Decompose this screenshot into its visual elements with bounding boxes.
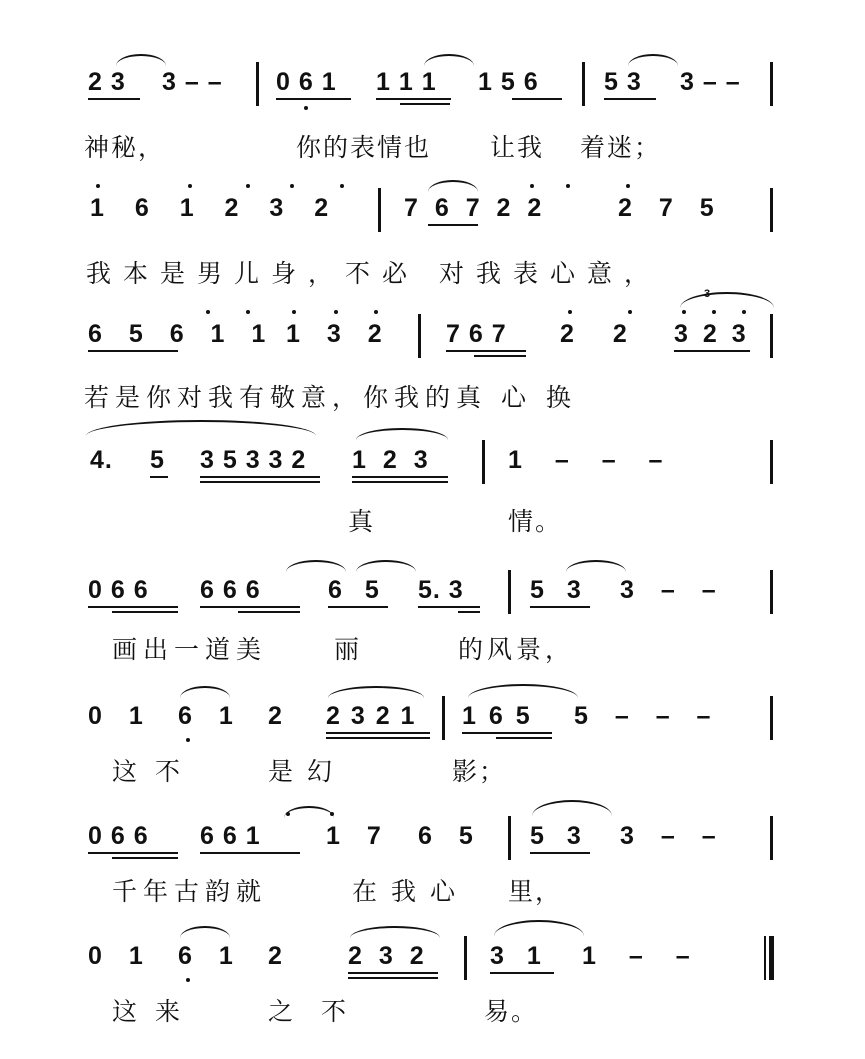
slur (180, 926, 230, 938)
barline (378, 188, 381, 232)
note-group: 4. (90, 446, 113, 474)
slur (628, 54, 678, 66)
beam (376, 98, 451, 100)
note-group: 7 6 7 (446, 320, 507, 348)
beam (326, 732, 430, 734)
note-group: 7 6 7 2 2 (404, 194, 543, 222)
lyric-text: 这来 (112, 997, 199, 1026)
note-group: 6 5 (418, 822, 474, 850)
beam (352, 481, 448, 483)
note-group: 5 3 (530, 576, 582, 604)
barline (464, 936, 467, 980)
octave-dot (290, 184, 294, 188)
note-group: 2 (268, 702, 283, 730)
slur (286, 560, 346, 572)
beam (490, 972, 554, 974)
beam (446, 350, 526, 352)
notation-line-1 (0, 60, 865, 120)
note-group: 1 1 1 (376, 68, 437, 96)
lyrics-line-5 (0, 624, 865, 684)
slur (356, 560, 416, 572)
note-group: 2 7 5 (618, 194, 715, 222)
lyric-text: 你的表情也 (296, 133, 432, 162)
lyrics-line-1 (0, 122, 865, 182)
lyric-text: 若是你对我有敬意，你我的真 心 换 (84, 383, 577, 412)
octave-dot (246, 184, 250, 188)
octave-dot (374, 310, 378, 314)
lyric-text: 着迷； (580, 133, 662, 162)
note-group: 5 – – – (574, 702, 712, 730)
octave-dot (682, 310, 686, 314)
beam (428, 224, 478, 226)
barline (770, 696, 773, 740)
octave-dot (566, 184, 570, 188)
beam (200, 606, 300, 608)
note-group: 2 2 (560, 320, 628, 348)
notation-line-4 (0, 438, 865, 498)
lyric-text: 让我 (490, 133, 545, 162)
barline (442, 696, 445, 740)
octave-dot (246, 310, 250, 314)
barline (770, 570, 773, 614)
beam (88, 852, 178, 854)
lyrics-line-6 (0, 746, 865, 806)
note-group: 6 5 (328, 576, 380, 604)
note-group: 1 6 1 2 3 2 (90, 194, 330, 222)
octave-dot (96, 184, 100, 188)
notation-line-8 (0, 934, 865, 994)
octave-dot (530, 184, 534, 188)
lyric-text: 千年古韵就 (112, 877, 268, 906)
slur (468, 684, 578, 698)
barline (508, 816, 511, 860)
slur (328, 686, 424, 698)
beam (674, 350, 750, 352)
lyric-text: 丽 (334, 635, 362, 664)
lyric-text: 我本是男儿身，不必 对我表心意， (86, 259, 661, 288)
beam (512, 98, 562, 100)
beam (462, 732, 552, 734)
octave-dot (186, 978, 190, 982)
note-group: 1 – – – (508, 446, 664, 474)
lyric-text: 之不 (268, 997, 375, 1026)
beam (458, 611, 480, 613)
octave-dot (568, 310, 572, 314)
note-group: 3 – – (620, 576, 717, 604)
note-group: 6 1 (178, 942, 234, 970)
lyric-text: 里， (508, 877, 563, 906)
note-group: 2 3 2 1 (326, 702, 416, 730)
barline (508, 570, 511, 614)
notation-line-5 (0, 568, 865, 628)
note-group: 3 – – (162, 68, 223, 96)
note-group: 6 6 1 (200, 822, 261, 850)
note-group: 3 – – (620, 822, 717, 850)
barline (770, 188, 773, 232)
octave-dot (628, 310, 632, 314)
note-group: 0 1 (88, 702, 144, 730)
lyric-text: 画出一道美 (112, 635, 268, 664)
lyric-text: 在我心 (352, 877, 470, 906)
note-group: 6 6 6 (200, 576, 261, 604)
beam (88, 350, 178, 352)
slur (116, 54, 166, 66)
octave-dot (304, 106, 308, 110)
note-group: 0 1 (88, 942, 144, 970)
octave-dot (286, 812, 290, 816)
beam (474, 355, 526, 357)
beam (200, 476, 320, 478)
notation-line-3 (0, 288, 865, 372)
beam (400, 103, 450, 105)
beam (328, 606, 388, 608)
lyric-text: 是幻 (268, 757, 347, 786)
beam (418, 606, 480, 608)
lyric-text: 情。 (508, 507, 563, 536)
note-group: 3 5 3 3 2 (200, 446, 307, 474)
note-group: 1 3 2 (286, 320, 383, 348)
octave-dot (188, 184, 192, 188)
lyric-text: 影； (452, 757, 507, 786)
note-group: 0 6 1 (276, 68, 337, 96)
note-group: 3 1 (490, 942, 542, 970)
beam (112, 611, 178, 613)
beam (604, 98, 656, 100)
note-group: 1 6 5 (462, 702, 531, 730)
octave-dot (206, 310, 210, 314)
beam (88, 98, 140, 100)
slur (284, 806, 334, 818)
beam (348, 977, 438, 979)
lyrics-line-7 (0, 866, 865, 926)
lyrics-line-8 (0, 986, 865, 1046)
note-group: 0 6 6 (88, 576, 149, 604)
beam (352, 476, 448, 478)
beam (348, 972, 438, 974)
octave-dot (742, 310, 746, 314)
beam (530, 606, 590, 608)
octave-dot (186, 738, 190, 742)
lyrics-line-4 (0, 496, 865, 556)
lyric-text: 易。 (484, 997, 539, 1026)
lyric-text: 的风景， (458, 635, 575, 664)
lyric-text: 这不 (112, 757, 199, 786)
octave-dot (334, 310, 338, 314)
octave-dot (330, 812, 334, 816)
octave-dot (292, 310, 296, 314)
note-group: 2 (268, 942, 283, 970)
slur (180, 686, 230, 698)
note-group: 1 – – (582, 942, 691, 970)
octave-dot (626, 184, 630, 188)
note-group: 1 2 3 (352, 446, 429, 474)
slur (566, 560, 626, 572)
note-group: 2 3 2 (348, 942, 425, 970)
note-group: 5. 3 (418, 576, 464, 604)
barline (418, 314, 421, 358)
beam (150, 476, 168, 478)
notation-line-7 (0, 814, 865, 874)
note-group: 3 2 3 (674, 320, 747, 348)
barline (770, 440, 773, 484)
barline (256, 62, 259, 106)
barline (482, 440, 485, 484)
beam (530, 852, 590, 854)
note-group: 6 1 (178, 702, 234, 730)
beam (276, 98, 351, 100)
final-barline (764, 936, 774, 980)
note-group: 1 5 6 (478, 68, 539, 96)
beam (238, 611, 300, 613)
note-group: 5 3 (604, 68, 642, 96)
lyric-text: 神秘， (84, 133, 166, 162)
octave-dot (712, 310, 716, 314)
triplet-mark: 3 (704, 288, 711, 300)
beam (200, 481, 320, 483)
note-group: 3 – – (680, 68, 741, 96)
notation-line-6 (0, 694, 865, 754)
beam (200, 852, 300, 854)
lyric-text: 真 (348, 507, 376, 536)
beam (88, 606, 178, 608)
barline (770, 816, 773, 860)
octave-dot (340, 184, 344, 188)
note-group: 5 (150, 446, 165, 474)
note-group: 6 5 6 1 1 (88, 320, 267, 348)
note-group: 0 6 6 (88, 822, 149, 850)
note-group: 2 3 (88, 68, 126, 96)
beam (326, 737, 430, 739)
slur (350, 926, 440, 938)
note-group: 5 3 (530, 822, 582, 850)
notation-line-2 (0, 186, 865, 246)
barline (770, 314, 773, 358)
note-group: 1 7 (326, 822, 382, 850)
barline (770, 62, 773, 106)
barline (582, 62, 585, 106)
beam (496, 737, 552, 739)
slur (424, 54, 474, 66)
beam (112, 857, 178, 859)
